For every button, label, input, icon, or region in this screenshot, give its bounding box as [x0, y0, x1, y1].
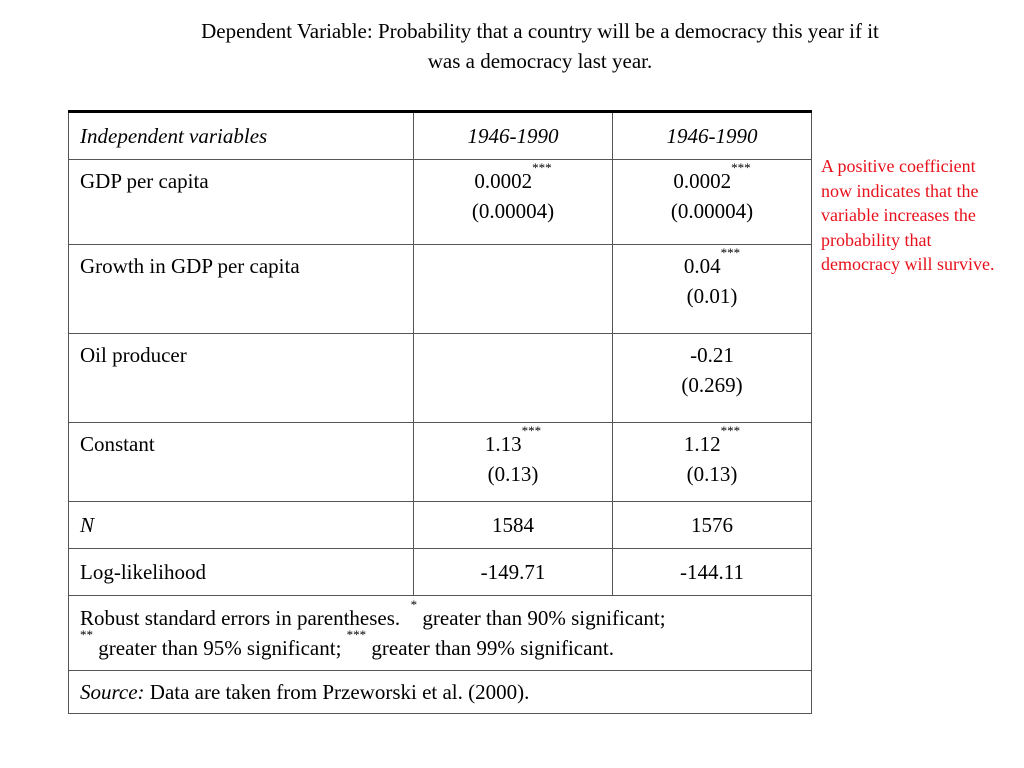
log-likelihood-value: -149.71 — [414, 549, 613, 596]
row-label: Log-likelihood — [69, 549, 414, 596]
coef-value: 0.0002 — [673, 169, 732, 193]
table-row-n — [69, 502, 812, 549]
title-line-1: Dependent Variable: Probability that a country will be a democracy this year if it — [201, 19, 879, 43]
footnote-text: greater than 95% significant; — [98, 636, 342, 660]
standard-error: (0.01) — [686, 284, 738, 308]
standard-error: (0.13) — [487, 462, 539, 486]
coef-value: 1.12 — [683, 432, 721, 456]
coef-cell-empty — [414, 245, 613, 334]
header-independent-variables: Independent variables — [69, 112, 414, 160]
source-note — [69, 671, 812, 714]
row-label: GDP per capita — [69, 160, 414, 245]
footnote-star: ** — [80, 627, 93, 642]
coef-cell — [414, 160, 613, 245]
footnote-text: greater than 90% significant; — [422, 606, 666, 630]
row-label: Oil producer — [69, 334, 414, 423]
significance-stars: *** — [720, 245, 741, 260]
significance-stars: *** — [521, 423, 542, 438]
significance-footnote — [69, 596, 812, 671]
significance-stars: *** — [532, 160, 552, 175]
coef-cell — [613, 160, 812, 245]
coef-value: 0.0002 — [474, 169, 533, 193]
page-title — [110, 16, 970, 76]
coef-value: 0.04 — [683, 254, 721, 278]
footnote-star: *** — [346, 627, 367, 642]
row-label: Growth in GDP per capita — [69, 245, 414, 334]
title-line-2: was a democracy last year. — [427, 49, 653, 73]
standard-error: (0.13) — [686, 462, 738, 486]
header-period-1: 1946-1990 — [414, 112, 613, 160]
annotation-note: A positive coefficient now indicates that the variable increases the probability that democracy will survive. — [821, 156, 995, 274]
table-header-row — [69, 112, 812, 160]
footnote-text: Robust standard errors in parentheses. — [80, 606, 401, 630]
table-row-log-likelihood — [69, 549, 812, 596]
standard-error: (0.00004) — [471, 199, 555, 223]
coef-cell — [414, 423, 613, 502]
n-value: 1584 — [414, 502, 613, 549]
coef-cell — [613, 245, 812, 334]
table-row — [69, 334, 812, 423]
table-footnote-row — [69, 596, 812, 671]
coef-cell-empty — [414, 334, 613, 423]
coef-cell — [613, 334, 812, 423]
significance-stars: *** — [720, 423, 741, 438]
standard-error: (0.269) — [681, 373, 743, 397]
source-text: Data are taken from Przeworski et al. (2000). — [149, 680, 530, 704]
table-row — [69, 245, 812, 334]
regression-table — [68, 110, 812, 714]
coef-value: 1.13 — [484, 432, 522, 456]
footnote-star: * — [410, 597, 418, 612]
coef-cell — [613, 423, 812, 502]
significance-stars: *** — [731, 160, 751, 175]
log-likelihood-value: -144.11 — [613, 549, 812, 596]
table-row — [69, 160, 812, 245]
footnote-text: greater than 99% significant. — [371, 636, 614, 660]
table-source-row — [69, 671, 812, 714]
row-label: Constant — [69, 423, 414, 502]
table-row — [69, 423, 812, 502]
n-value: 1576 — [613, 502, 812, 549]
header-period-2: 1946-1990 — [613, 112, 812, 160]
standard-error: (0.00004) — [670, 199, 754, 223]
row-label: N — [69, 502, 414, 549]
coef-value: -0.21 — [690, 343, 734, 367]
source-label: Source: — [80, 680, 145, 704]
